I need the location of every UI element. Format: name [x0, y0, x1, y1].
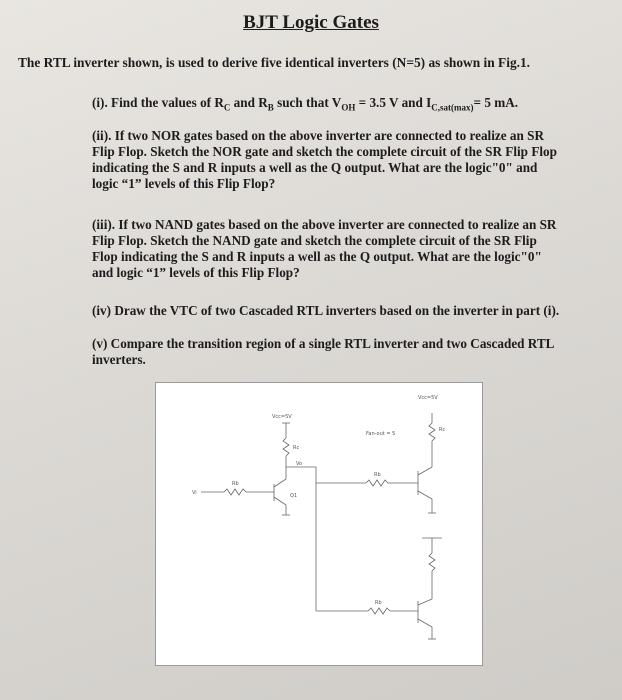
rb-mid-resistor: [366, 480, 388, 486]
rb-low-resistor: [368, 608, 390, 614]
q5-line: (v) Compare the transition region of a single RTL inverter and two Cascaded RTL: [92, 336, 555, 351]
question-1: (i). Find the values of $R_C$ and $R_B$ such that $V_{OH} = 3.5$ V and $I_{C,sat(max)}= 5$ mA.: [92, 95, 519, 113]
question-4: (iv) Draw the VTC of two Cascaded RTL inverters based on the inverter in part (i).: [92, 303, 560, 318]
rb-label-mid: Rb: [374, 472, 381, 478]
question-5: [92, 336, 592, 368]
q1-label: Q1: [290, 493, 298, 499]
q2-line: logic “1” levels of this Flip Flop?: [92, 176, 276, 191]
q1-emitter: [274, 497, 286, 505]
rc-resistor-right-low: [429, 553, 435, 571]
circuit-figure: [155, 382, 483, 666]
vo-label: Vo: [296, 461, 303, 467]
q3-line: (iii). If two NAND gates based on the above inverter are connected to realize an SR: [92, 217, 557, 232]
wire: [418, 491, 432, 499]
q2-line: (ii). If two NOR gates based on the above inverter are connected to realize an SR: [92, 128, 544, 143]
q3-line: Flop indicating the S and R inputs a well as the Q output. What are the logic"0": [92, 249, 542, 264]
rc-resistor-left: [283, 438, 289, 456]
q5-line: inverters.: [92, 352, 146, 367]
rc-label-right: Rc: [439, 427, 446, 433]
q2-line: Flip Flop. Sketch the NOR gate and sketch the complete circuit of the SR Flip Flop: [92, 144, 557, 159]
q3-line: and logic “1” levels of this Flip Flop?: [92, 265, 300, 280]
rb-input-resistor: [224, 489, 246, 495]
rb-label-low: Rb: [375, 600, 382, 606]
wire: [418, 619, 432, 627]
page-title: BJT Logic Gates: [243, 12, 379, 33]
q3-line: Flip Flop. Sketch the NAND gate and sketch the complete circuit of the SR Flip: [92, 233, 537, 248]
vin-label: Vi: [192, 490, 197, 496]
question-3: [92, 217, 592, 281]
circuit-diagram: [156, 383, 482, 665]
vcc-label-right: Vcc=5V: [418, 395, 438, 401]
q2-line: indicating the S and R inputs a well as the Q output. What are the logic"0" and: [92, 160, 538, 175]
question-2: [92, 128, 592, 192]
rc-label-left: Rc: [293, 445, 300, 451]
rc-resistor-right: [429, 423, 435, 441]
rb-label-input: Rb: [232, 481, 239, 487]
wire: [418, 467, 432, 475]
fanout-label: Fan-out = 5: [366, 431, 396, 437]
wire: [418, 599, 432, 605]
q1-collector: [274, 479, 286, 487]
intro-text: The RTL inverter shown, is used to derive five identical inverters (N=5) as shown in Fig.1.: [18, 55, 531, 70]
vcc-label-left: Vcc=5V: [272, 414, 292, 420]
